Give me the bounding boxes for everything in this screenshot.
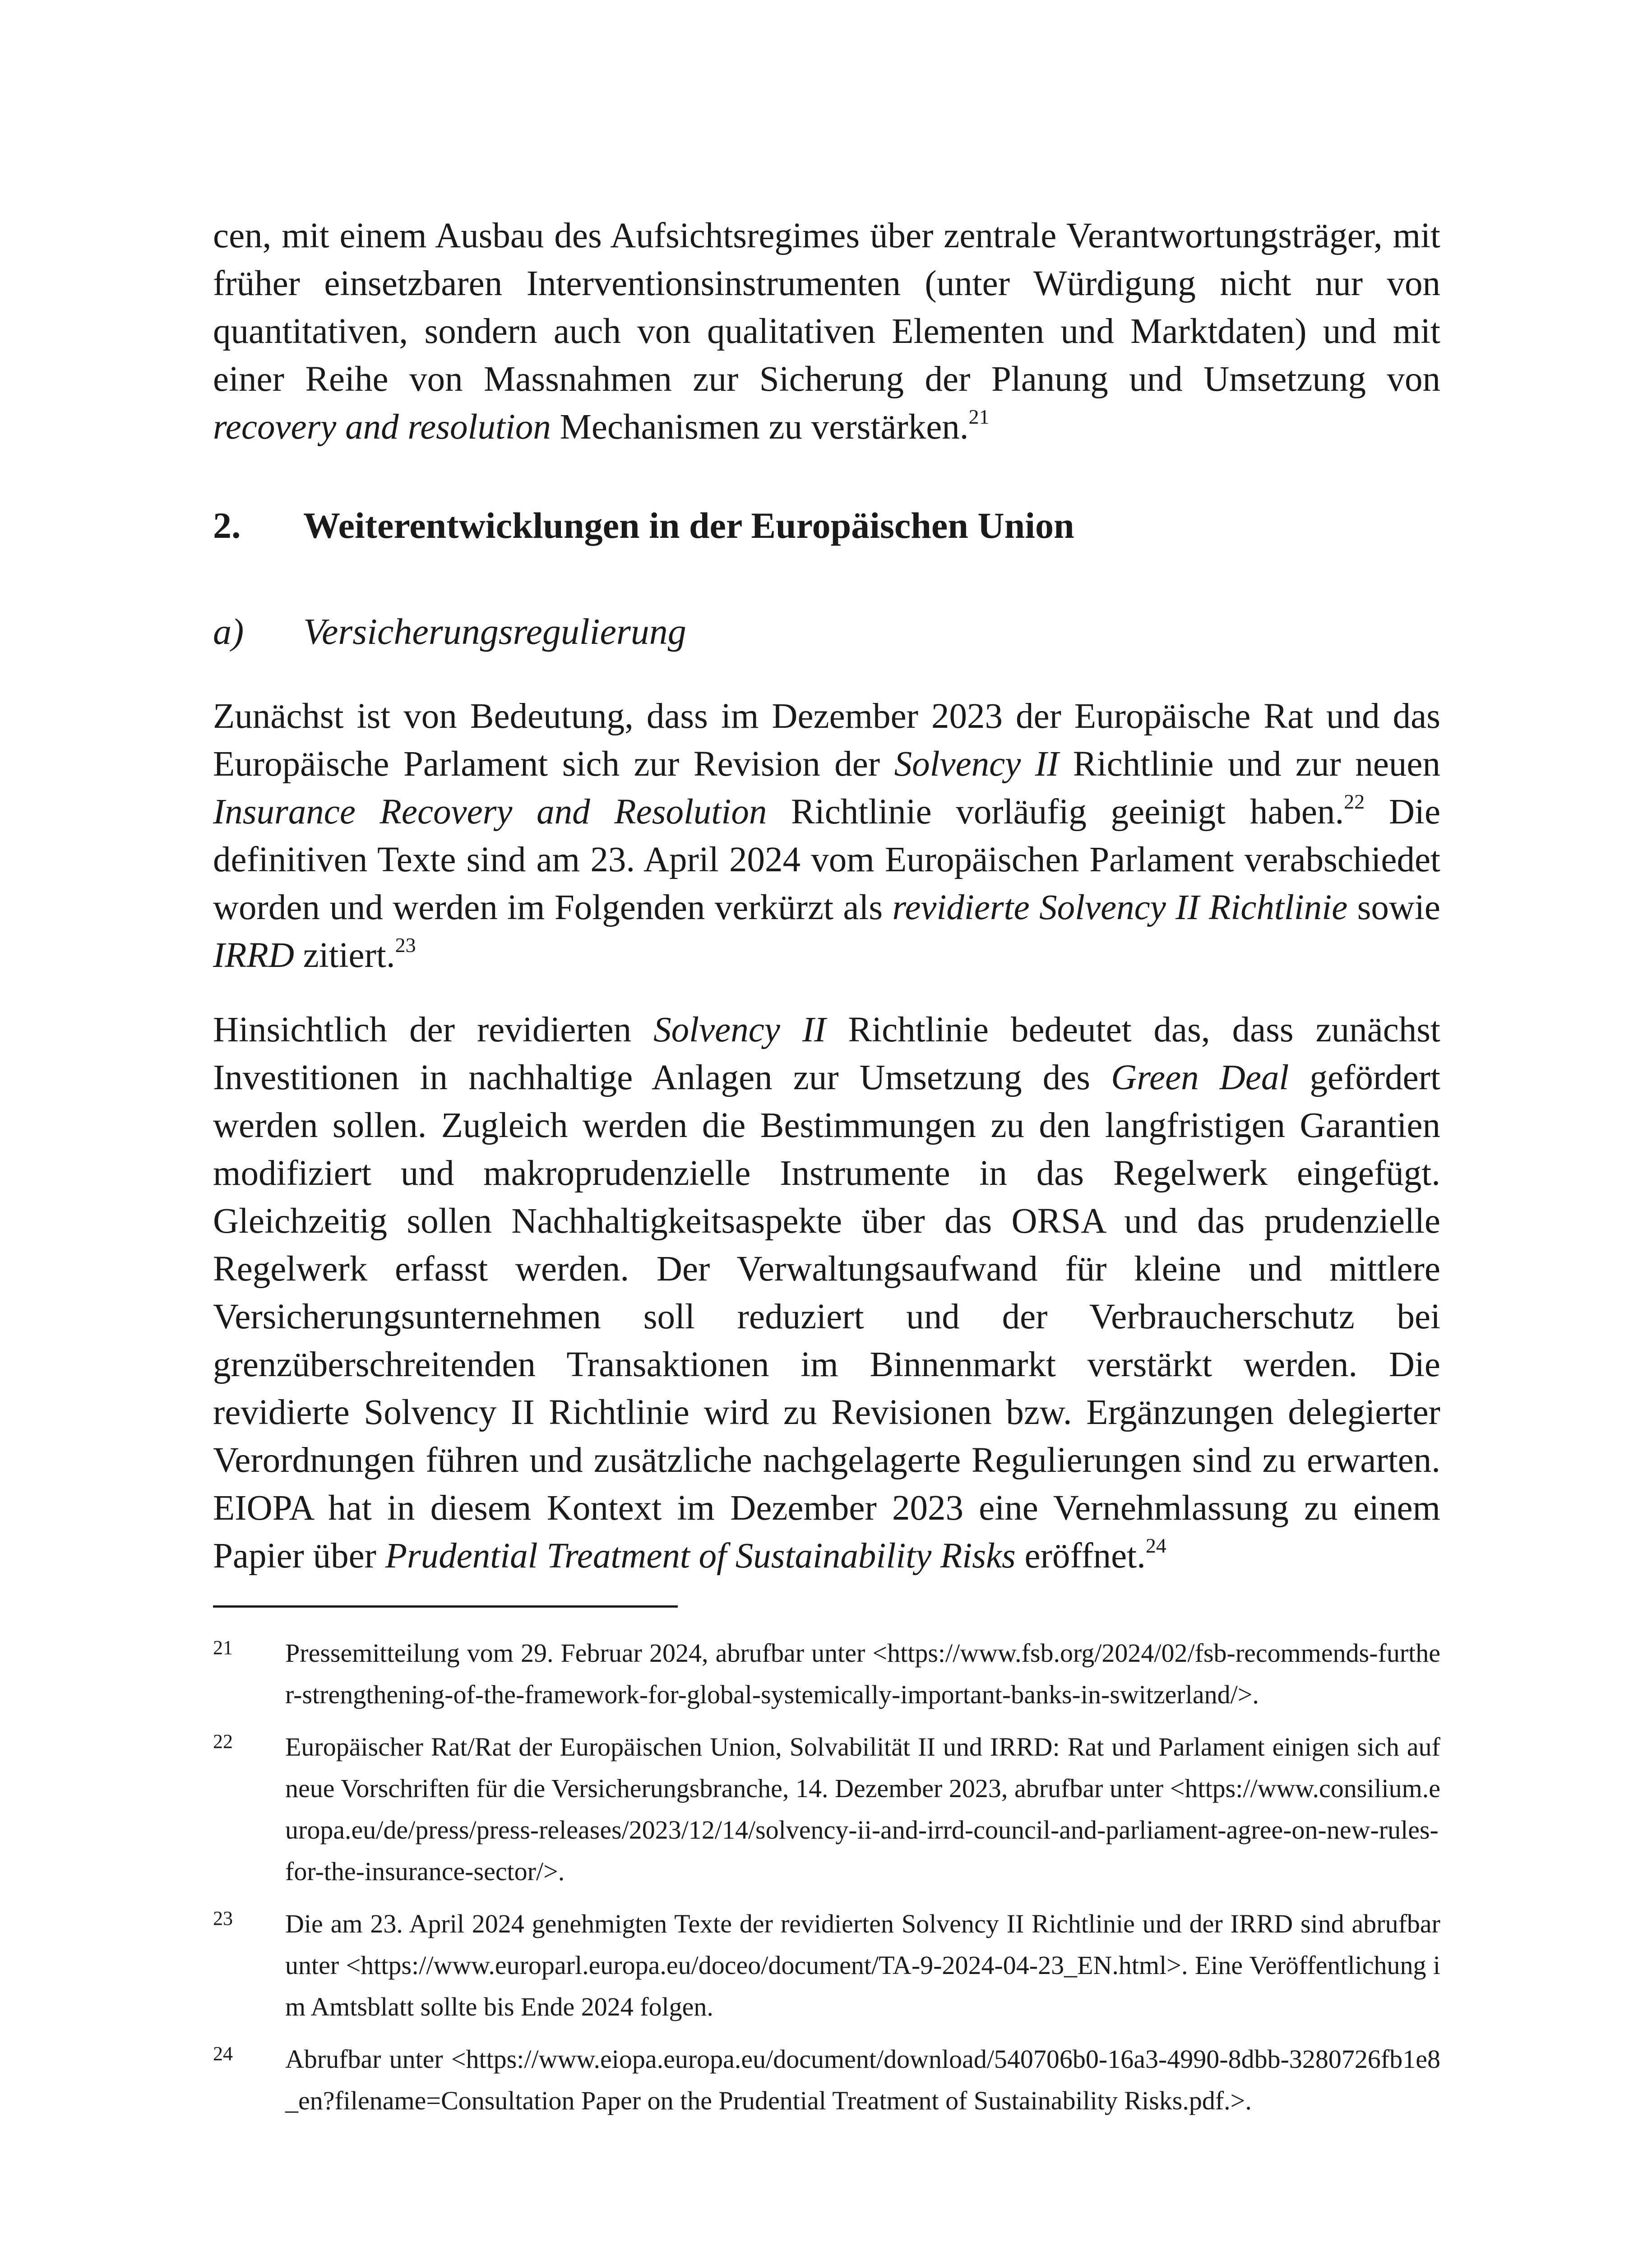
text-run: Mechanismen zu verstärken. (551, 407, 969, 447)
footnote (213, 1903, 1440, 2028)
footnote-text: Europäischer Rat/Rat der Europäischen Union, Solvabilität II und IRRD: Rat und Parlament einigen sich auf neue Vorschriften für die Versicherungsbranche, 14. Dezember 2023, abrufbar unter <https://www.consilium.europa.eu/de/press/press-releases/2023/12/14/solvency-ii-and-irrd-council-and-parliament-agree-on-new-rules-for-the-insurance-sector/>. (285, 1732, 1440, 1886)
italic-term: recovery and resolution (213, 407, 551, 447)
text-run: eröffnet. (1015, 1536, 1146, 1576)
footnote-reference: 23 (395, 933, 416, 957)
text-run: gefördert werden sollen. Zugleich werden die Bestimmungen zu den langfristigen Garantien modifiziert und makroprudenzielle Instrumente in das Regelwerk eingefügt. Gleichzeitig sollen Nachhaltigkeitsaspekte über das ORSA und das prudenzielle Regelwerk erfasst werden. Der Verwaltungsaufwand für kleine und mittlere Versicherungsunternehmen soll reduziert und der Verbraucherschutz bei grenzüberschreitenden Transaktionen im Binnenmarkt verstärkt werden. Die revidierte Solvency II Richtlinie wird zu Revisionen bzw. Ergänzungen delegierter Verordnungen führen und zusätzliche nachgelagerte Regulierungen sind zu erwarten. EIOPA hat in diesem Kontext im Dezember 2023 eine Vernehmlassung zu einem Papier über (213, 1058, 1441, 1576)
footnote (213, 2039, 1440, 2122)
subsection-heading (213, 607, 1440, 656)
italic-term: IRRD (213, 936, 294, 975)
footnote-text: Die am 23. April 2024 genehmigten Texte der revidierten Solvency II Richtlinie und der IRRD sind abrufbar unter <https://www.europarl.europa.eu/doceo/document/TA-9-2024-04-23_EN.html>. Eine Veröffentlichung im Amtsblatt sollte bis Ende 2024 folgen. (285, 1909, 1440, 2021)
text-run: Richtlinie bedeutet das, dass zunächst Investitionen in nachhaltige Anlagen zur Umsetzung des (213, 1010, 1440, 1097)
text-run: sowie (1347, 888, 1440, 927)
footnote-number: 21 (213, 1637, 233, 1659)
footnote-separator (213, 1605, 678, 1608)
footnote-reference: 24 (1145, 1534, 1166, 1557)
italic-term: Solvency II (894, 744, 1059, 784)
paragraph-solvency-details (213, 1006, 1440, 1580)
footnote-number: 24 (213, 2043, 233, 2065)
subsection-title: Versicherungsregulierung (303, 611, 686, 652)
footnote-number: 23 (213, 1907, 233, 1929)
text-run: Zunächst ist von Bedeutung, dass im Dezember 2023 der Europäische Rat und das Europäische Parlament sich zur Revision der (213, 697, 1440, 784)
italic-term: Insurance Recovery and Resolution (213, 792, 767, 832)
footnote-reference: 22 (1344, 790, 1365, 813)
section-title: Weiterentwicklungen in der Europäischen Union (303, 505, 1074, 546)
footnote-reference: 21 (968, 405, 990, 428)
footnote (213, 1726, 1440, 1892)
footnote (213, 1632, 1440, 1715)
section-number: 2. (213, 505, 241, 546)
text-run: Richtlinie und zur neuen (1059, 744, 1440, 784)
footnotes (213, 1632, 1440, 2132)
footnote-text: Abrufbar unter <https://www.eiopa.europa.eu/document/download/540706b0-16a3-4990-8dbb-3280726fb1e8_en?filename=Consultation Paper on the Prudential Treatment of Sustainability Risks.pdf.>. (285, 2044, 1440, 2115)
text-run: Die definitiven Texte sind am 23. April 2024 vom Europäischen Parlament verabschiedet worden und werden im Folgenden verkürzt als (213, 792, 1441, 927)
text-run: Richtlinie vorläufig geeinigt haben. (767, 792, 1344, 832)
italic-term: Prudential Treatment of Sustainability Risks (385, 1536, 1016, 1576)
italic-term: revidierte Solvency II Richtlinie (892, 888, 1348, 927)
text-run: zitiert. (294, 936, 395, 975)
paragraph-solvency-revision (213, 693, 1440, 980)
footnote-text: Pressemitteilung vom 29. Februar 2024, abrufbar unter <https://www.fsb.org/2024/02/fsb-recommends-further-strengthening-of-the-framework-for-global-systemically-important-banks-in-switzerland/>. (285, 1638, 1440, 1709)
paragraph-intro (213, 212, 1440, 451)
text-run: Hinsichtlich der revidierten (213, 1010, 654, 1049)
section-heading (213, 501, 1440, 550)
footnote-number: 22 (213, 1730, 233, 1752)
italic-term: Green Deal (1111, 1058, 1289, 1097)
text-run: cen, mit einem Ausbau des Aufsichtsregimes über zentrale Verantwortungsträger, mit früher einsetzbaren Interventionsinstrumenten (unter Würdigung nicht nur von quantitativen, sondern auch von qualitativen Elementen und Marktdaten) und mit einer Reihe von Massnahmen zur Sicherung der Planung und Umsetzung von (213, 216, 1440, 399)
subsection-number: a) (213, 611, 244, 652)
italic-term: Solvency II (653, 1010, 826, 1049)
